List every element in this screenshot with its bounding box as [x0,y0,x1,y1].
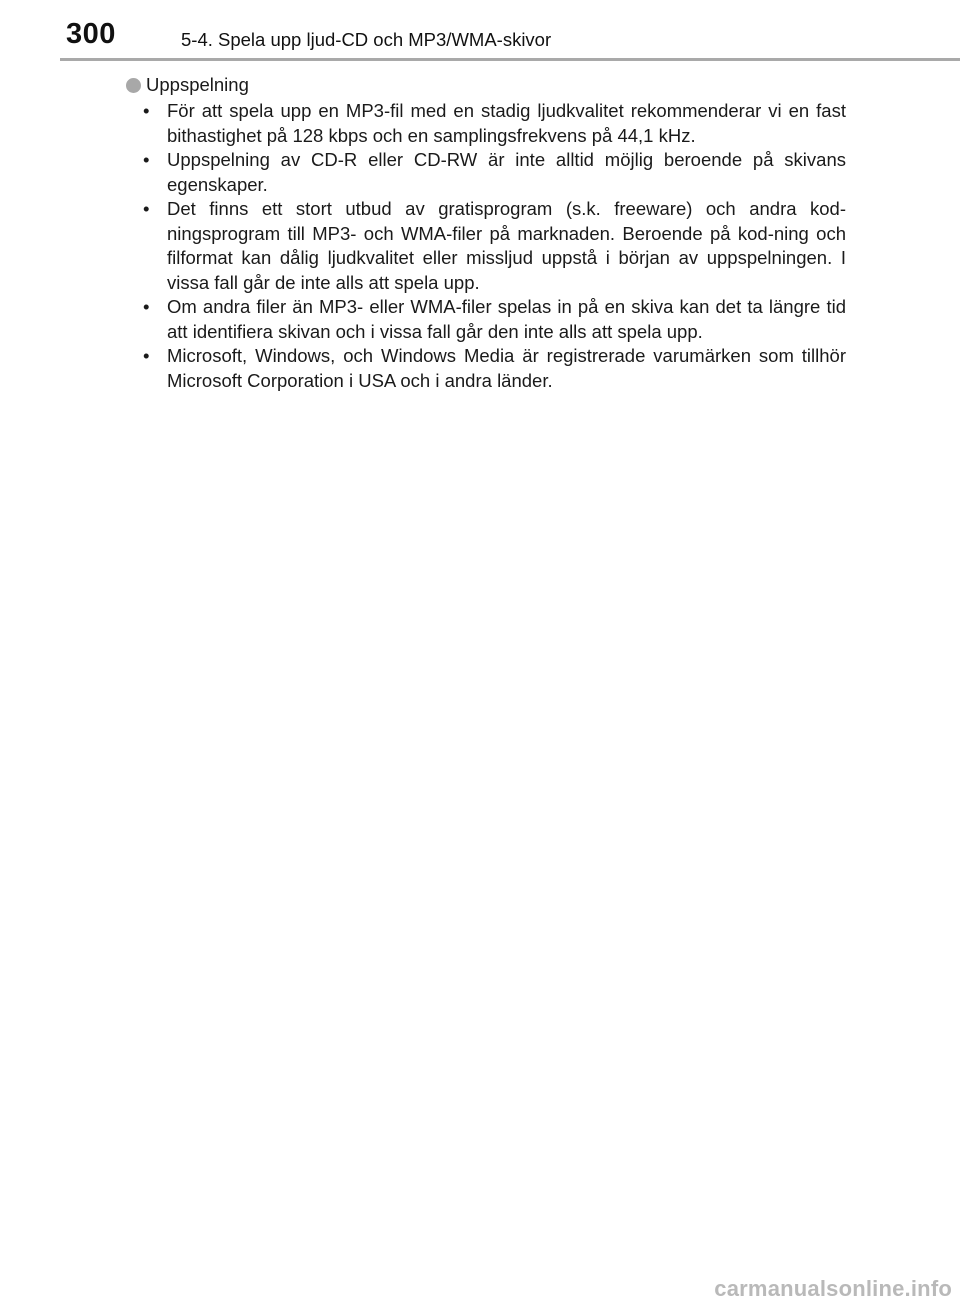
bullet-list [143,99,846,393]
list-item [143,99,846,148]
bullet-dot-icon: • [143,296,150,317]
header-divider [60,58,960,61]
list-item-text: Uppspelning av CD-R eller CD-RW är inte alltid möjlig beroende på skivans egenskaper. [167,149,846,195]
page-number: 300 [66,18,116,50]
list-item-text: Om andra filer än MP3- eller WMA-filer spelas in på en skiva kan det ta längre tid att identifiera skivan och i vissa fall går den inte alls att spela upp. [167,296,846,342]
list-item-text: Det finns ett stort utbud av gratisprogram (s.k. freeware) och andra kod-ningsprogram till MP3- och WMA-filer på marknaden. Beroende på kod-ning och filformat kan dålig ljudkvalitet eller missljud uppstå i början av uppspelningen. I vissa fall går de inte alls att spela upp. [167,198,846,293]
bullet-dot-icon: • [143,149,150,170]
subsection-heading-text: Uppspelning [146,74,249,95]
list-item [143,344,846,393]
bullet-dot-icon: • [143,345,150,366]
page-content [126,72,846,393]
list-item-text: För att spela upp en MP3-fil med en stadig ljudkvalitet rekommenderar vi en fast bithastighet på 128 kbps och en samplingsfrekvens på 44,1 kHz. [167,100,846,146]
bullet-dot-icon: • [143,100,150,121]
subsection-heading [126,72,846,98]
list-item-text: Microsoft, Windows, och Windows Media är registrerade varumärken som tillhör Microsoft Corporation i USA och i andra länder. [167,345,846,391]
section-title: 5-4. Spela upp ljud-CD och MP3/WMA-skivor [181,29,552,50]
circle-bullet-icon [126,78,141,93]
list-item [143,197,846,295]
bullet-dot-icon: • [143,198,150,219]
page-header [0,0,960,62]
watermark[interactable]: carmanualsonline.info [714,1276,952,1301]
list-item [143,295,846,344]
list-item [143,148,846,197]
